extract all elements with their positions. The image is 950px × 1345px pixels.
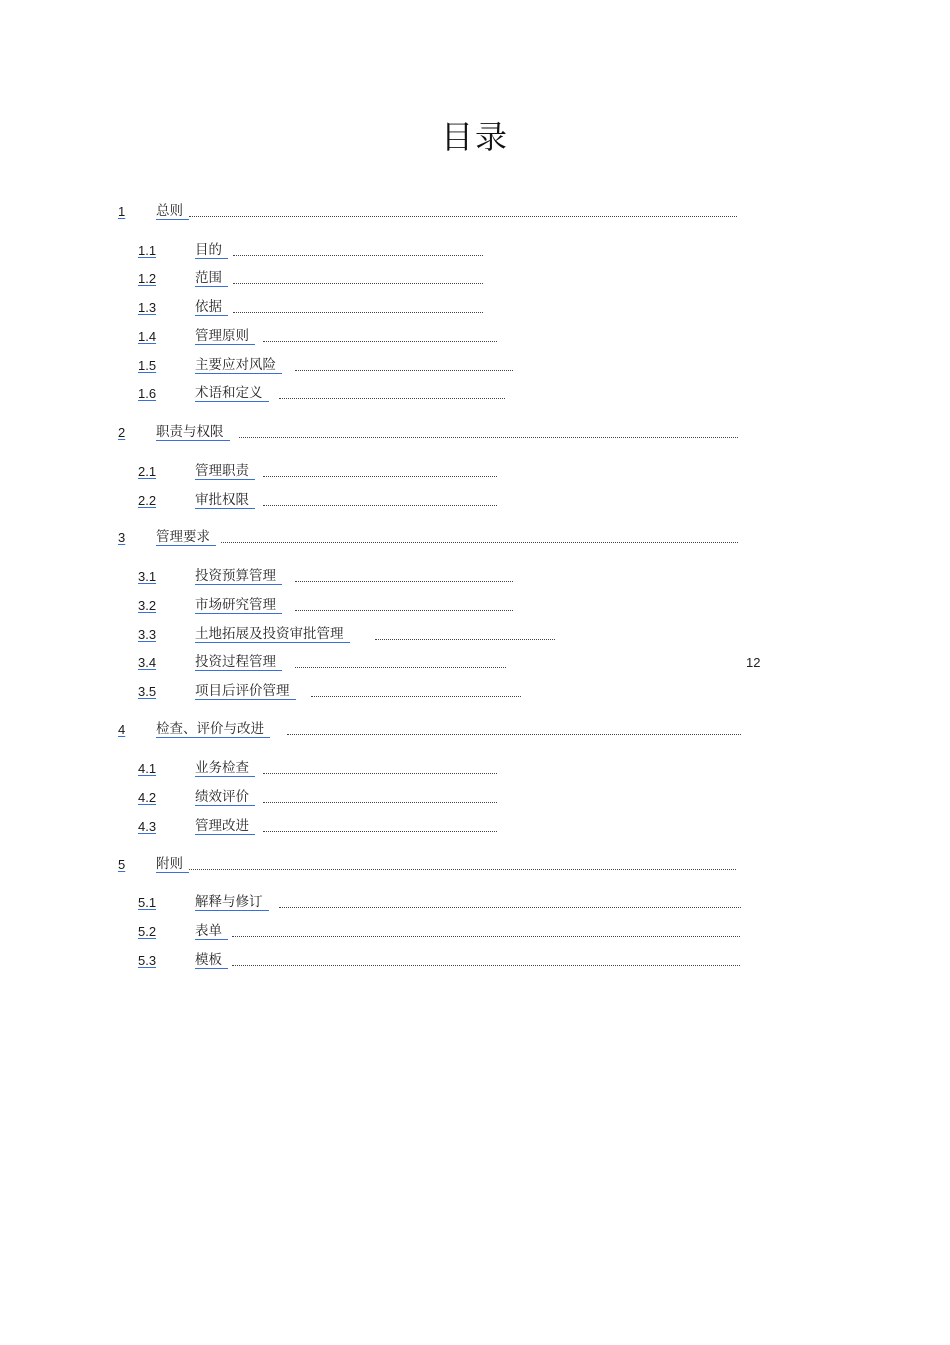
toc-entry[interactable] xyxy=(118,200,760,220)
toc-entry-number[interactable]: 3.2 xyxy=(138,598,157,613)
toc-entry-label[interactable]: 解释与修订 xyxy=(195,894,269,911)
toc-entry-number[interactable]: 5.2 xyxy=(138,924,157,939)
toc-entry-label[interactable]: 术语和定义 xyxy=(195,385,269,402)
toc-entry[interactable] xyxy=(118,421,760,441)
toc-entry-number[interactable]: 2.2 xyxy=(138,493,157,508)
toc-entry[interactable] xyxy=(138,382,760,402)
toc-entry[interactable] xyxy=(138,239,760,259)
toc-entry-label[interactable]: 检查、评价与改进 xyxy=(156,721,270,738)
toc-entry[interactable] xyxy=(138,920,760,940)
toc-entry[interactable] xyxy=(138,891,760,911)
toc-entry[interactable] xyxy=(138,594,760,614)
toc-entry[interactable] xyxy=(138,680,760,700)
toc-leader-dots xyxy=(295,370,513,371)
page-title: 目录 xyxy=(440,118,509,156)
toc-entry-label[interactable]: 审批权限 xyxy=(195,492,255,509)
toc-leader-dots xyxy=(311,696,521,697)
toc-entry[interactable] xyxy=(138,757,760,777)
toc-entry-label[interactable]: 总则 xyxy=(156,203,189,220)
toc-entry-number[interactable]: 3.3 xyxy=(138,627,157,642)
toc-entry[interactable] xyxy=(138,296,760,316)
toc-entry[interactable] xyxy=(138,623,760,643)
toc-entry[interactable] xyxy=(138,651,760,671)
toc-entry-number[interactable]: 1.1 xyxy=(138,243,157,258)
toc-leader-dots xyxy=(239,437,738,438)
toc-entry-label[interactable]: 土地拓展及投资审批管理 xyxy=(195,626,350,643)
toc-entry-number[interactable]: 1 xyxy=(118,204,126,219)
toc-entry[interactable] xyxy=(138,489,760,509)
toc-entry-label[interactable]: 业务检查 xyxy=(195,760,255,777)
toc-entry[interactable] xyxy=(138,565,760,585)
toc-entry[interactable] xyxy=(138,815,760,835)
toc-entry-label[interactable]: 模板 xyxy=(195,952,228,969)
toc-entry-label[interactable]: 范围 xyxy=(195,270,228,287)
toc-entry-label[interactable]: 管理原则 xyxy=(195,328,255,345)
toc-entry-number[interactable]: 3.5 xyxy=(138,684,157,699)
toc-leader-dots xyxy=(263,802,497,803)
toc-entry[interactable] xyxy=(118,853,760,873)
toc-entry-number[interactable]: 5.3 xyxy=(138,953,157,968)
toc-leader-dots xyxy=(295,667,506,668)
toc-entry-label[interactable]: 项目后评价管理 xyxy=(195,683,296,700)
toc-entry-label[interactable]: 管理要求 xyxy=(156,529,216,546)
toc-entry-label[interactable]: 附则 xyxy=(156,856,189,873)
toc-entry-number[interactable]: 1.5 xyxy=(138,358,157,373)
toc-leader-dots xyxy=(189,869,736,870)
toc-entry-number[interactable]: 3 xyxy=(118,530,126,545)
toc-entry-label[interactable]: 依据 xyxy=(195,299,228,316)
toc-page-number: 12 xyxy=(746,655,761,670)
toc-entry[interactable] xyxy=(138,267,760,287)
toc-leader-dots xyxy=(375,639,555,640)
toc-entry-number[interactable]: 1.2 xyxy=(138,271,157,286)
toc-entry[interactable] xyxy=(138,325,760,345)
toc-entry-label[interactable]: 市场研究管理 xyxy=(195,597,282,614)
toc-entry-label[interactable]: 绩效评价 xyxy=(195,789,255,806)
toc-entry-number[interactable]: 3.4 xyxy=(138,655,157,670)
toc-entry-number[interactable]: 5.1 xyxy=(138,895,157,910)
toc-entry-label[interactable]: 表单 xyxy=(195,923,228,940)
toc-leader-dots xyxy=(263,341,497,342)
toc-entry-number[interactable]: 4 xyxy=(118,722,126,737)
toc-leader-dots xyxy=(263,505,497,506)
toc-leader-dots xyxy=(232,965,740,966)
toc-entry[interactable] xyxy=(138,949,760,969)
toc-entry-label[interactable]: 目的 xyxy=(195,242,228,259)
toc-entry-number[interactable]: 1.4 xyxy=(138,329,157,344)
toc-entry-number[interactable]: 2.1 xyxy=(138,464,157,479)
toc-leader-dots xyxy=(295,610,513,611)
toc-leader-dots xyxy=(263,831,497,832)
toc-leader-dots xyxy=(263,476,497,477)
toc-leader-dots xyxy=(189,216,737,217)
toc-entry-label[interactable]: 主要应对风险 xyxy=(195,357,282,374)
toc-leader-dots xyxy=(232,936,740,937)
toc-entry[interactable] xyxy=(138,786,760,806)
toc-leader-dots xyxy=(287,734,741,735)
toc-entry-number[interactable]: 5 xyxy=(118,857,126,872)
toc-entry-number[interactable]: 1.3 xyxy=(138,300,157,315)
toc-entry[interactable] xyxy=(138,460,760,480)
toc-leader-dots xyxy=(263,773,497,774)
toc-entry-number[interactable]: 3.1 xyxy=(138,569,157,584)
toc-entry-label[interactable]: 投资过程管理 xyxy=(195,654,282,671)
toc-entry-number[interactable]: 4.3 xyxy=(138,819,157,834)
toc-entry-number[interactable]: 2 xyxy=(118,425,126,440)
toc-entry-number[interactable]: 4.1 xyxy=(138,761,157,776)
toc-leader-dots xyxy=(233,312,483,313)
toc-entry-number[interactable]: 4.2 xyxy=(138,790,157,805)
toc-entry-label[interactable]: 职责与权限 xyxy=(156,424,230,441)
toc-entry-number[interactable]: 1.6 xyxy=(138,386,157,401)
toc-entry-label[interactable]: 管理改进 xyxy=(195,818,255,835)
toc-leader-dots xyxy=(279,907,741,908)
toc-leader-dots xyxy=(233,283,483,284)
toc-leader-dots xyxy=(279,398,505,399)
toc-leader-dots xyxy=(221,542,738,543)
toc-entry-label[interactable]: 投资预算管理 xyxy=(195,568,282,585)
toc-entry[interactable] xyxy=(118,718,760,738)
toc-leader-dots xyxy=(295,581,513,582)
toc-entry[interactable] xyxy=(118,526,760,546)
toc-leader-dots xyxy=(233,255,483,256)
toc-entry-label[interactable]: 管理职责 xyxy=(195,463,255,480)
toc-entry[interactable] xyxy=(138,354,760,374)
